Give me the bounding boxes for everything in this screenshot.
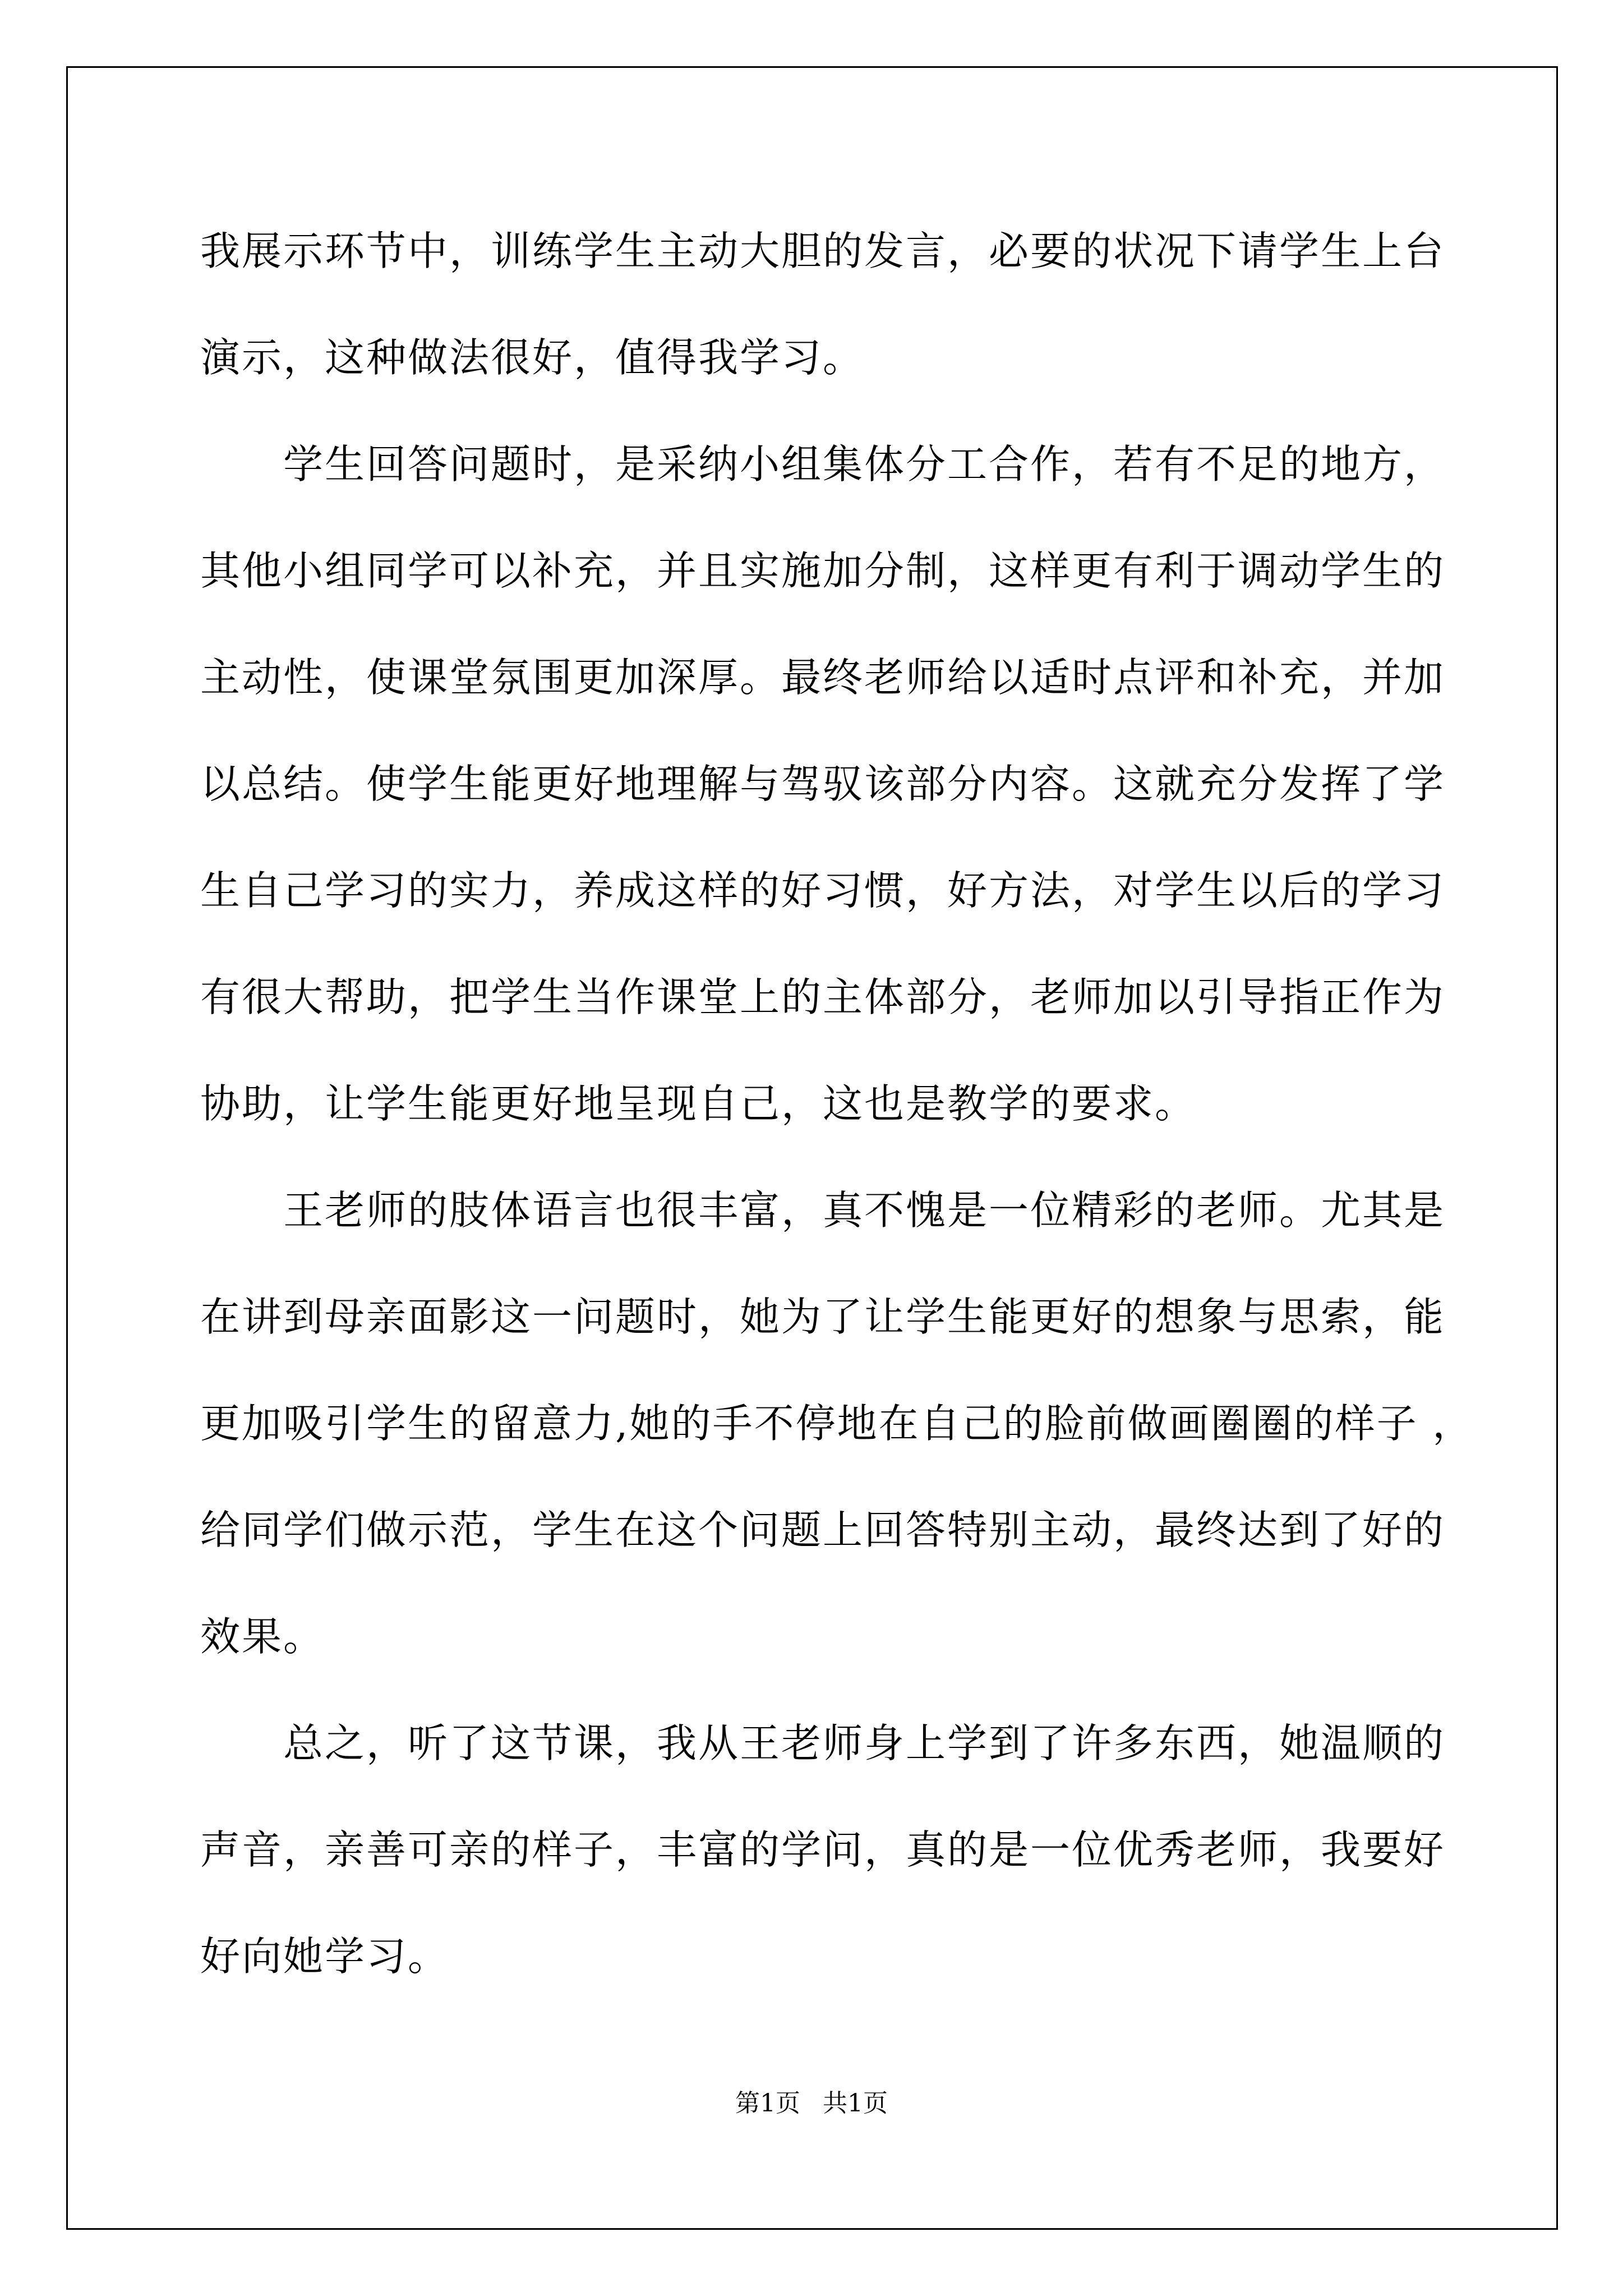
page-footer xyxy=(0,2087,1623,2120)
text-line: 演示，这种做法很好，值得我学习。 xyxy=(200,334,865,381)
text-line: 总之，听了这节课，我从王老师身上学到了许多东西，她温顺的 xyxy=(200,1720,1446,1766)
page-number: 第1页 xyxy=(735,2089,800,2118)
page-frame xyxy=(66,66,1558,2230)
text-line: 生自己学习的实力，养成这样的好习惯，好方法，对学生以后的学习 xyxy=(200,867,1446,914)
text-line: 王老师的肢体语言也很丰富，真不愧是一位精彩的老师。尤其是 xyxy=(200,1187,1446,1234)
text-line: 在讲到母亲面影这一问题时，她为了让学生能更好的想象与思索，能 xyxy=(200,1294,1446,1340)
text-line: 以总结。使学生能更好地理解与驾驭该部分内容。这就充分发挥了学 xyxy=(200,761,1446,807)
text-line: 有很大帮助，把学生当作课堂上的主体部分，老师加以引导指正作为 xyxy=(200,974,1446,1020)
text-line: 主动性，使课堂氛围更加深厚。最终老师给以适时点评和补充，并加 xyxy=(200,654,1446,701)
text-line: 声音，亲善可亲的样子，丰富的学问，真的是一位优秀老师，我要好 xyxy=(200,1826,1446,1873)
page-total: 共1页 xyxy=(823,2089,888,2118)
text-line: 协助，让学生能更好地呈现自己，这也是教学的要求。 xyxy=(200,1080,1197,1127)
text-line: 给同学们做示范，学生在这个问题上回答特别主动，最终达到了好的 xyxy=(200,1507,1446,1553)
text-line: 学生回答问题时，是采纳小组集体分工合作，若有不足的地方， xyxy=(200,441,1446,487)
text-line: 好向她学习。 xyxy=(200,1933,450,1980)
text-line: 其他小组同学可以补充，并且实施加分制，这样更有利于调动学生的 xyxy=(200,547,1446,594)
text-line: 我展示环节中，训练学生主动大胆的发言，必要的状况下请学生上台 xyxy=(200,228,1446,274)
text-line: 更加吸引学生的留意力,她的手不停地在自己的脸前做画圈圈的样子 ， xyxy=(200,1400,1474,1447)
text-line: 效果。 xyxy=(200,1613,325,1660)
